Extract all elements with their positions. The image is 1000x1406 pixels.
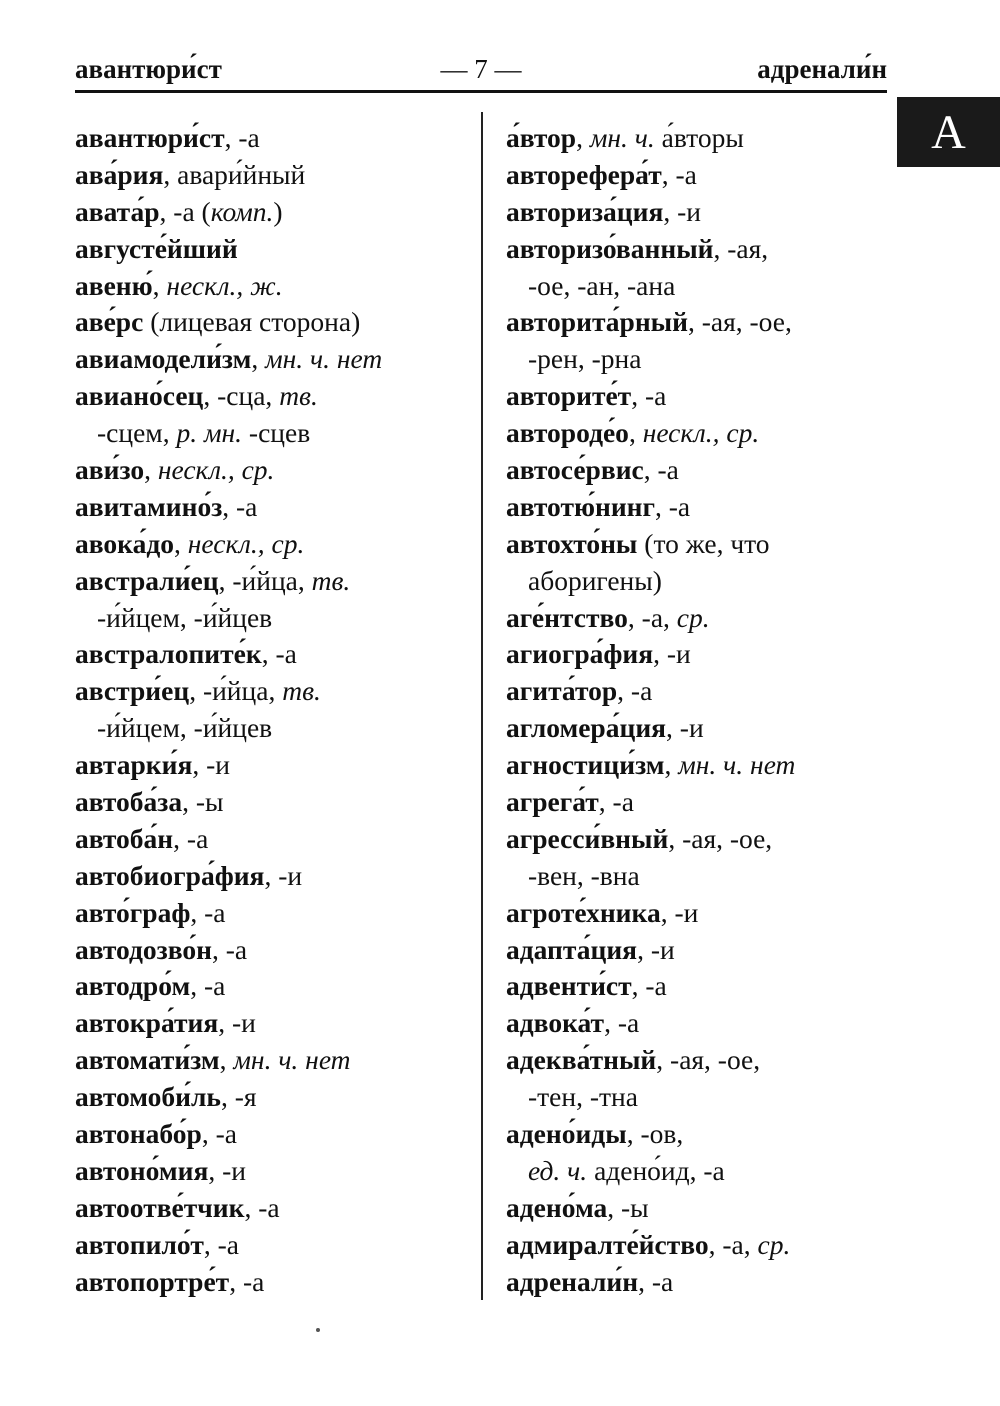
headword: агиогра́фия — [506, 638, 654, 670]
grammar-note: тв. — [311, 564, 351, 596]
dictionary-entry — [506, 821, 891, 858]
entry-text: , -ов, — [626, 1118, 684, 1150]
entry-text: , -ы — [182, 786, 224, 818]
entry-text: , -ая, -ое, — [656, 1044, 761, 1076]
dictionary-entry — [75, 231, 475, 268]
grammar-note: ед. ч. — [528, 1154, 588, 1186]
dictionary-entry — [75, 895, 475, 932]
column-divider — [481, 112, 483, 1300]
entry-text: (то же, что — [637, 527, 770, 559]
dictionary-entry — [75, 968, 475, 1005]
headword: автоба́за — [75, 786, 183, 818]
headword: авеню́ — [75, 269, 153, 301]
headword: автоотве́тчик — [75, 1191, 245, 1223]
dictionary-entry — [75, 1079, 475, 1116]
entry-text: , -а, — [708, 1228, 758, 1260]
headword: адеква́тный — [506, 1044, 657, 1076]
headword: адено́ма — [506, 1191, 608, 1223]
entry-text: , — [219, 1044, 234, 1076]
dictionary-entry — [75, 636, 475, 673]
headword: авиамодели́зм — [75, 343, 252, 375]
headword: авторита́рный — [506, 306, 688, 338]
dictionary-entry — [75, 747, 475, 784]
dictionary-entry — [75, 1190, 475, 1227]
dictionary-entry — [506, 784, 891, 821]
headword: адмиралте́йство — [506, 1228, 709, 1260]
dictionary-entry — [75, 1005, 475, 1042]
dictionary-entry — [75, 858, 475, 895]
entry-text: , -а — [617, 675, 653, 707]
dictionary-entry — [506, 932, 891, 969]
headword: автобиогра́фия — [75, 859, 265, 891]
entry-text: адено́ид, -а — [587, 1154, 725, 1186]
entry-text: -и́йцем, -и́йцев — [97, 712, 273, 744]
headword: австрали́ец — [75, 564, 219, 596]
entry-text: -рен, -рна — [528, 343, 642, 375]
entry-text: -сцев — [242, 417, 311, 449]
dictionary-entry — [75, 1227, 475, 1264]
header-first-word: авантюри́ст — [75, 54, 222, 84]
headword: авторизо́ванный — [506, 232, 714, 264]
dictionary-entry — [506, 378, 891, 415]
entry-text: , авари́йный — [163, 158, 306, 190]
entry-text: , -и — [264, 859, 303, 891]
headword: автодозво́н — [75, 933, 212, 965]
grammar-note: мн. ч. нет — [678, 749, 796, 781]
dictionary-entry — [75, 784, 475, 821]
grammar-note: нескл., ср. — [187, 527, 305, 559]
headword: автомоби́ль — [75, 1081, 221, 1113]
headword: ава́рия — [75, 158, 164, 190]
grammar-note: нескл., ср. — [157, 454, 275, 486]
left-column — [75, 120, 475, 1301]
dictionary-entry — [506, 452, 891, 489]
grammar-note: мн. ч. нет — [233, 1044, 351, 1076]
entry-text: , -ая, -ое, — [688, 306, 792, 338]
entry-text: , -а — [190, 896, 226, 928]
headword: адапта́ция — [506, 933, 638, 965]
dictionary-entry — [506, 1116, 891, 1153]
entry-continuation-line — [506, 1153, 891, 1190]
headword: автопило́т — [75, 1228, 204, 1260]
dictionary-entry — [506, 194, 891, 231]
headword: автоба́н — [75, 822, 174, 854]
dictionary-entry — [506, 120, 891, 157]
headword: австралопите́к — [75, 638, 262, 670]
headword: агресси́вный — [506, 822, 669, 854]
dictionary-entry — [75, 157, 475, 194]
headword: автарки́я — [75, 749, 193, 781]
headword: автороде́о — [506, 417, 629, 449]
entry-text: , -а ( — [159, 195, 211, 227]
entry-text: , -и — [637, 933, 675, 965]
header-rule — [75, 90, 887, 93]
headword: аве́рс — [75, 306, 144, 338]
headword: агита́тор — [506, 675, 618, 707]
entry-text: , -а — [244, 1191, 280, 1223]
dictionary-entry — [506, 895, 891, 932]
entry-text: , -и́йца, — [218, 564, 312, 596]
entry-text: , -а — [224, 122, 260, 153]
headword: авата́р — [75, 195, 160, 227]
page-number: — 7 — — [440, 54, 522, 84]
entry-continuation-line — [506, 858, 891, 895]
entry-continuation-line — [506, 268, 891, 305]
letter-tab: А — [897, 97, 1000, 167]
dictionary-entry — [75, 821, 475, 858]
entry-text: , -и — [663, 195, 701, 227]
entry-text: , -а — [631, 380, 667, 412]
headword: авториза́ция — [506, 195, 664, 227]
headword: австри́ец — [75, 675, 190, 707]
entry-text: , -а, — [627, 601, 677, 633]
entry-text: , -а — [190, 970, 226, 1002]
dictionary-entry — [506, 968, 891, 1005]
headword: авитамино́з — [75, 490, 223, 522]
entry-text: , — [251, 343, 266, 375]
dictionary-entry — [506, 600, 891, 637]
dictionary-entry — [75, 1153, 475, 1190]
entry-text: , -и — [208, 1154, 246, 1186]
entry-text: , -а — [638, 1265, 674, 1297]
entry-text: , -а — [604, 1007, 640, 1039]
dictionary-entry — [506, 747, 891, 784]
grammar-note: р. мн. — [176, 417, 243, 449]
dictionary-entry — [506, 1042, 891, 1079]
headword: адвенти́ст — [506, 970, 632, 1002]
dictionary-entry — [506, 489, 891, 526]
headword: ави́зо — [75, 454, 145, 486]
headword: автокра́тия — [75, 1007, 219, 1039]
entry-text: , -а — [631, 970, 667, 1002]
headword: автопортре́т — [75, 1265, 230, 1297]
dictionary-entry — [75, 378, 475, 415]
headword: авто́граф — [75, 896, 191, 928]
entry-text: , -сца, — [203, 380, 280, 412]
entry-continuation-line — [506, 341, 891, 378]
entry-text: , — [174, 527, 188, 559]
dictionary-entry — [506, 636, 891, 673]
dictionary-entry — [75, 268, 475, 305]
dictionary-entry — [506, 526, 891, 563]
grammar-note: ср. — [757, 1228, 791, 1260]
entry-text: , -я — [220, 1081, 257, 1113]
dictionary-entry — [506, 673, 891, 710]
dictionary-entry — [506, 1190, 891, 1227]
headword: автохто́ны — [506, 527, 638, 559]
dictionary-entry — [506, 710, 891, 747]
dictionary-entry — [75, 1264, 475, 1301]
entry-text: -и́йцем, -и́йцев — [97, 601, 273, 633]
headword: а́втор — [506, 122, 577, 153]
grammar-note: мн. ч. нет — [265, 343, 383, 375]
headword: автонабо́р — [75, 1118, 202, 1150]
entry-text: , -а — [261, 638, 297, 670]
headword: автосе́рвис — [506, 454, 644, 486]
right-column — [506, 120, 891, 1301]
dictionary-entry — [506, 1227, 891, 1264]
entry-text: , — [576, 122, 590, 153]
dictionary-entry — [506, 1264, 891, 1301]
grammar-note: комп. — [210, 195, 274, 227]
entry-continuation-line — [75, 415, 475, 452]
dictionary-entry — [506, 1005, 891, 1042]
header-last-word: адренали́н — [757, 54, 887, 84]
headword: авока́до — [75, 527, 175, 559]
dictionary-entry — [75, 526, 475, 563]
entry-text: , -а — [229, 1265, 265, 1297]
entry-text: , -а — [173, 822, 209, 854]
dictionary-entry — [75, 341, 475, 378]
dictionary-entry — [75, 673, 475, 710]
grammar-note: тв. — [282, 675, 321, 707]
grammar-note: нескл., ср. — [642, 417, 760, 449]
dictionary-entry — [75, 563, 475, 600]
dictionary-entry — [506, 304, 891, 341]
entry-text: , -и́йца, — [189, 675, 283, 707]
headword: автодро́м — [75, 970, 191, 1002]
entry-continuation-line — [506, 563, 891, 600]
entry-text: , -а — [212, 933, 248, 965]
entry-text: -сцем, — [97, 417, 177, 449]
entry-text: , -а — [661, 158, 697, 190]
entry-text: , -ая, — [713, 232, 769, 264]
dictionary-entry — [75, 1042, 475, 1079]
headword: автотю́нинг — [506, 490, 655, 522]
headword: адено́иды — [506, 1118, 627, 1150]
entry-text: , — [152, 269, 167, 301]
entry-text: , -и — [192, 749, 230, 781]
entry-text: , -и — [666, 712, 704, 744]
entry-continuation-line — [75, 710, 475, 747]
entry-text: -ое, -ан, -ана — [528, 269, 676, 301]
entry-text: , -а — [222, 490, 258, 522]
entry-text: , -а — [203, 1228, 239, 1260]
headword: авторите́т — [506, 380, 632, 412]
dictionary-entry — [75, 452, 475, 489]
headword: агроте́хника — [506, 896, 661, 928]
dictionary-entry — [75, 304, 475, 341]
headword: агностици́зм — [506, 749, 665, 781]
dictionary-entry — [506, 231, 891, 268]
grammar-note: нескл., ж. — [166, 269, 283, 301]
page-header — [75, 54, 887, 88]
entry-text: -вен, -вна — [528, 859, 640, 891]
entry-text: , -а — [201, 1118, 237, 1150]
headword: автоно́мия — [75, 1154, 209, 1186]
entry-continuation-line — [75, 600, 475, 637]
headword: агломера́ция — [506, 712, 667, 744]
headword: авиано́сец — [75, 380, 204, 412]
dictionary-entry — [506, 415, 891, 452]
entry-text: , -а — [598, 786, 634, 818]
entry-text: , -а — [655, 490, 691, 522]
entry-text: ) — [273, 195, 283, 227]
entry-text: , — [628, 417, 643, 449]
entry-text: аборигены) — [528, 564, 662, 596]
entry-text: , -и — [653, 638, 691, 670]
entry-text: , -а — [643, 454, 679, 486]
headword: адвока́т — [506, 1007, 605, 1039]
headword: авантюри́ст — [75, 122, 225, 153]
dictionary-entry — [506, 157, 891, 194]
headword: августе́йший — [75, 232, 238, 264]
headword: автомати́зм — [75, 1044, 220, 1076]
entry-text: (лицевая сторона) — [143, 306, 361, 338]
grammar-note: ср. — [676, 601, 710, 633]
entry-text: , — [144, 454, 158, 486]
entry-text: , -и — [660, 896, 699, 928]
entry-text: , -и — [218, 1007, 256, 1039]
headword: авторефера́т — [506, 158, 662, 190]
dictionary-entry — [75, 194, 475, 231]
dictionary-entry — [75, 489, 475, 526]
entry-continuation-line — [506, 1079, 891, 1116]
headword: адренали́н — [506, 1265, 639, 1297]
entry-text: , -ы — [607, 1191, 649, 1223]
print-speck — [316, 1328, 320, 1332]
entry-text: а́вторы — [654, 122, 744, 153]
entry-text: , -ая, -ое, — [668, 822, 773, 854]
grammar-note: мн. ч. — [589, 122, 655, 153]
dictionary-entry — [75, 932, 475, 969]
entry-text: -тен, -тна — [528, 1081, 638, 1113]
headword: аге́нтство — [506, 601, 628, 633]
entry-text: , — [664, 749, 679, 781]
grammar-note: тв. — [279, 380, 318, 412]
headword: агрега́т — [506, 786, 599, 818]
dictionary-entry — [75, 120, 475, 157]
dictionary-entry — [75, 1116, 475, 1153]
